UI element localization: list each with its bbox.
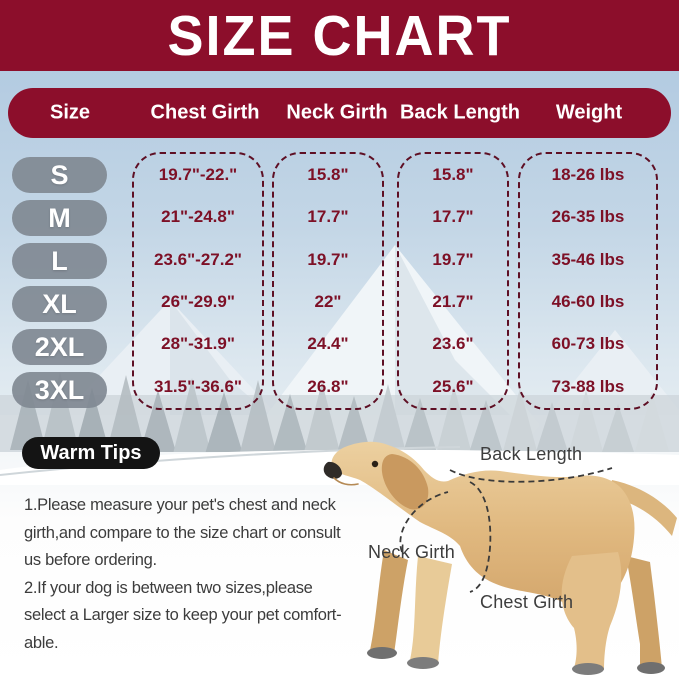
column-header-chest-girth: Chest Girth [150, 101, 260, 124]
tips-line: 2.If your dog is between two sizes,please [24, 578, 313, 597]
chest-girth-value: 21"-24.8" [161, 207, 235, 227]
tips-line: us before ordering. [24, 551, 157, 569]
size-pill-xl: XL [12, 286, 107, 322]
size-pill-l: L [12, 243, 107, 279]
back-length-value: 21.7" [432, 292, 474, 312]
chest-girth-value: 26"-29.9" [161, 292, 235, 312]
table-header-bar [8, 88, 671, 138]
neck-girth-annotation: Neck Girth [368, 542, 456, 562]
back-length-value: 19.7" [432, 249, 474, 269]
tips-line: girth,and compare to the size chart or consult [24, 523, 341, 542]
size-pill-2xl: 2XL [12, 329, 107, 365]
size-pill-s: S [12, 157, 107, 193]
chest-girth-value: 28"-31.9" [161, 334, 235, 354]
warm-tips-label: Warm Tips [40, 441, 142, 464]
neck-girth-value: 24.4" [307, 334, 349, 354]
neck-girth-value: 19.7" [307, 249, 349, 269]
neck-girth-value: 17.7" [307, 207, 349, 227]
neck-girth-value: 26.8" [307, 376, 349, 396]
weight-value: 35-46 lbs [551, 249, 625, 269]
column-header-weight: Weight [555, 101, 623, 124]
neck-girth-column [272, 152, 384, 410]
neck-girth-value: 15.8" [307, 165, 349, 185]
weight-value: 60-73 lbs [551, 334, 625, 354]
weight-value: 73-88 lbs [551, 376, 625, 396]
back-length-annotation: Back Length [480, 444, 583, 464]
column-header-neck-girth: Neck Girth [286, 101, 388, 124]
back-length-value: 23.6" [432, 334, 474, 354]
column-header-size: Size [49, 101, 91, 124]
back-length-value: 17.7" [432, 207, 474, 227]
column-header-back-length: Back Length [399, 101, 521, 124]
neck-girth-value: 22" [314, 292, 342, 312]
chest-girth-column [132, 152, 264, 410]
size-pill-3xl: 3XL [12, 372, 107, 408]
page-title: SIZE CHART [167, 4, 512, 68]
back-length-value: 25.6" [432, 376, 474, 396]
size-column [12, 157, 107, 408]
weight-value: 18-26 lbs [551, 165, 625, 185]
chest-girth-value: 31.5"-36.6" [154, 376, 242, 396]
chest-girth-annotation: Chest Girth [480, 592, 574, 612]
tips-line: 1.Please measure your pet's chest and neck [24, 496, 336, 514]
warm-tips-badge [22, 437, 160, 469]
size-pill-m: M [12, 200, 107, 236]
weight-column [518, 152, 658, 410]
weight-value: 26-35 lbs [551, 207, 625, 227]
chest-girth-value: 23.6"-27.2" [154, 249, 242, 269]
chest-girth-value: 19.7"-22." [158, 165, 238, 185]
weight-value: 46-60 lbs [551, 292, 625, 312]
dog-measurement-diagram [320, 438, 679, 679]
tips-line: select a Larger size to keep your pet comfort- [24, 606, 342, 624]
page-title-banner [0, 0, 679, 71]
back-length-column [397, 152, 509, 410]
back-length-value: 15.8" [432, 165, 474, 185]
tips-line: able. [24, 633, 59, 652]
